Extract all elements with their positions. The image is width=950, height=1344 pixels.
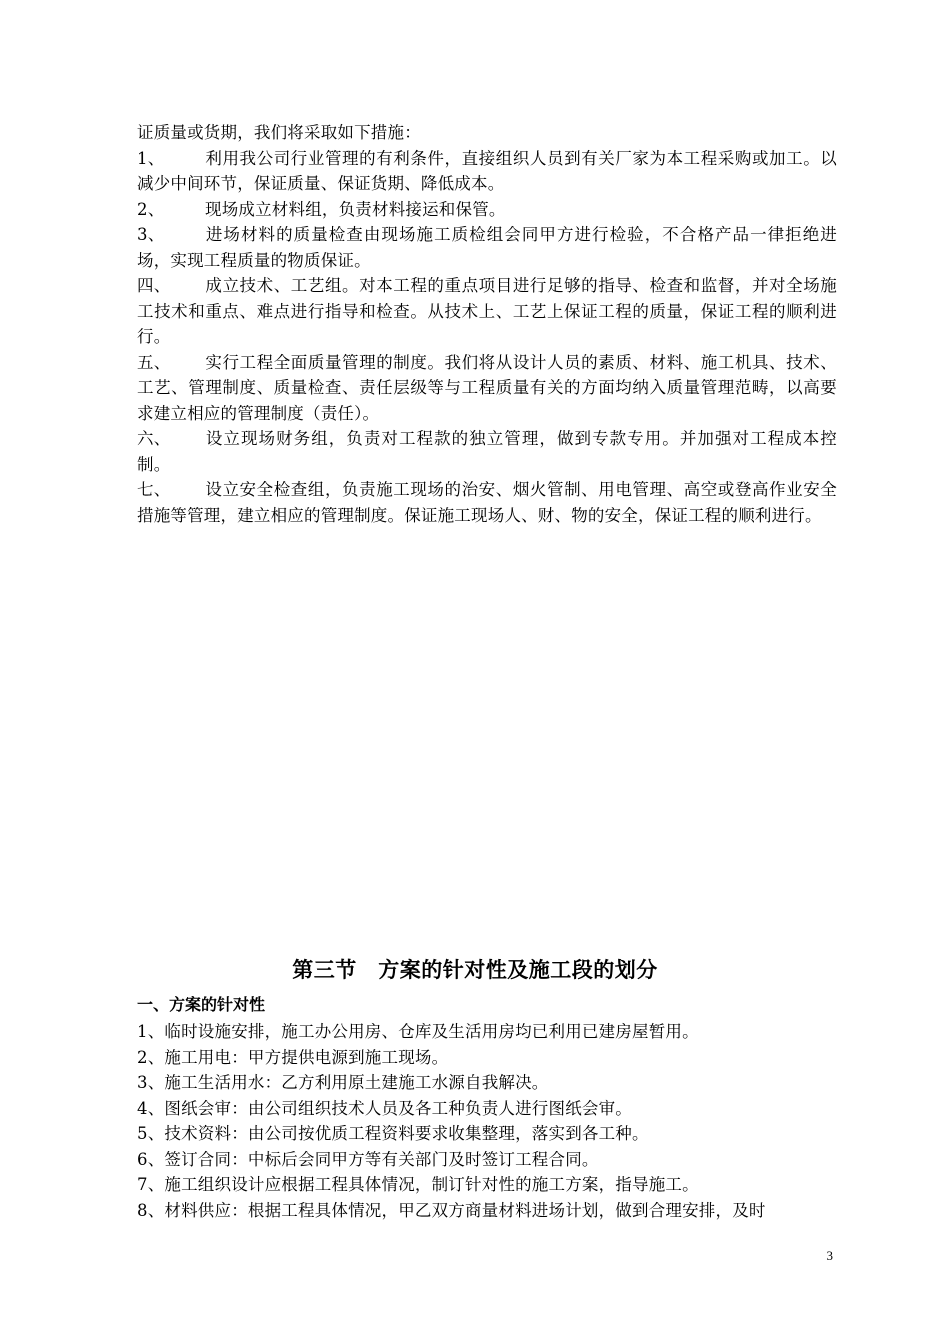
item-number: 2、 — [137, 199, 165, 219]
item-number: 1、 — [137, 148, 165, 168]
page-number: 3 — [826, 1248, 833, 1263]
sub-heading: 一、方案的针对性 — [137, 995, 266, 1014]
list-item: 5、技术资料：由公司按优质工程资料要求收集整理，落实到各工种。 — [137, 1124, 649, 1143]
item-text: 现场成立材料组，负责材料接运和保管。 — [205, 199, 506, 219]
lead-paragraph: 证质量或货期，我们将采取如下措施： — [137, 123, 421, 142]
list-item — [137, 426, 837, 477]
list-item: 6、签订合同：中标后会同甲方等有关部门及时签订工程合同。 — [137, 1149, 599, 1169]
item-number: 四、 — [137, 276, 171, 295]
item-number: 七、 — [137, 480, 171, 499]
list-item — [137, 222, 837, 273]
list-item: 3、施工生活用水：乙方利用原土建施工水源自我解决。 — [137, 1073, 549, 1092]
item-text: 实行工程全面质量管理的制度。我们将从设计人员的素质、材料、施工机具、技术、工艺、管理制度、质量检查、责任层级等与工程质量有关的方面均纳入质量管理范畴，以高要求建立相应的管理制度（责任）。 — [137, 352, 837, 423]
list-item: 8、材料供应：根据工程具体情况，甲乙双方商量材料进场计划，做到合理安排，及时 — [137, 1200, 766, 1220]
list-item: 4、图纸会审：由公司组织技术人员及各工种负责人进行图纸会审。 — [137, 1098, 632, 1118]
item-text: 利用我公司行业管理的有利条件，直接组织人员到有关厂家为本工程采购或加工。以减少中间环节，保证质量、保证货期、降低成本。 — [137, 148, 837, 193]
item-text: 设立安全检查组，负责施工现场的治安、烟火管制、用电管理、高空或登高作业安全措施等管理，建立相应的管理制度。保证施工现场人、财、物的安全，保证工程的顺利进行。 — [137, 480, 837, 525]
list-item: 7、施工组织设计应根据工程具体情况，制订针对性的施工方案，指导施工。 — [137, 1175, 699, 1194]
targeting-list — [137, 1019, 837, 1223]
item-number: 六、 — [137, 429, 171, 448]
list-item — [137, 197, 837, 223]
item-number: 五、 — [137, 352, 171, 372]
item-text: 成立技术、工艺组。对本工程的重点项目进行足够的指导、检查和监督，并对全场施工技术和重点、难点进行指导和检查。从技术上、工艺上保证工程的质量，保证工程的顺利进行。 — [137, 276, 837, 346]
measures-block — [137, 120, 837, 528]
list-item: 2、施工用电：甲方提供电源到施工现场。 — [137, 1047, 449, 1067]
item-text: 进场材料的质量检查由现场施工质检组会同甲方进行检验，不合格产品一律拒绝进场，实现工程质量的物质保证。 — [137, 225, 837, 270]
section-title: 第三节 方案的针对性及施工段的划分 — [292, 958, 658, 982]
list-item — [137, 146, 837, 197]
item-number: 3、 — [137, 225, 165, 244]
item-text: 设立现场财务组，负责对工程款的独立管理，做到专款专用。并加强对工程成本控制。 — [137, 429, 837, 474]
list-item — [137, 273, 837, 350]
list-item — [137, 350, 837, 427]
list-item — [137, 477, 837, 528]
list-item: 1、临时设施安排，施工办公用房、仓库及生活用房均已利用已建房屋暂用。 — [137, 1022, 699, 1041]
